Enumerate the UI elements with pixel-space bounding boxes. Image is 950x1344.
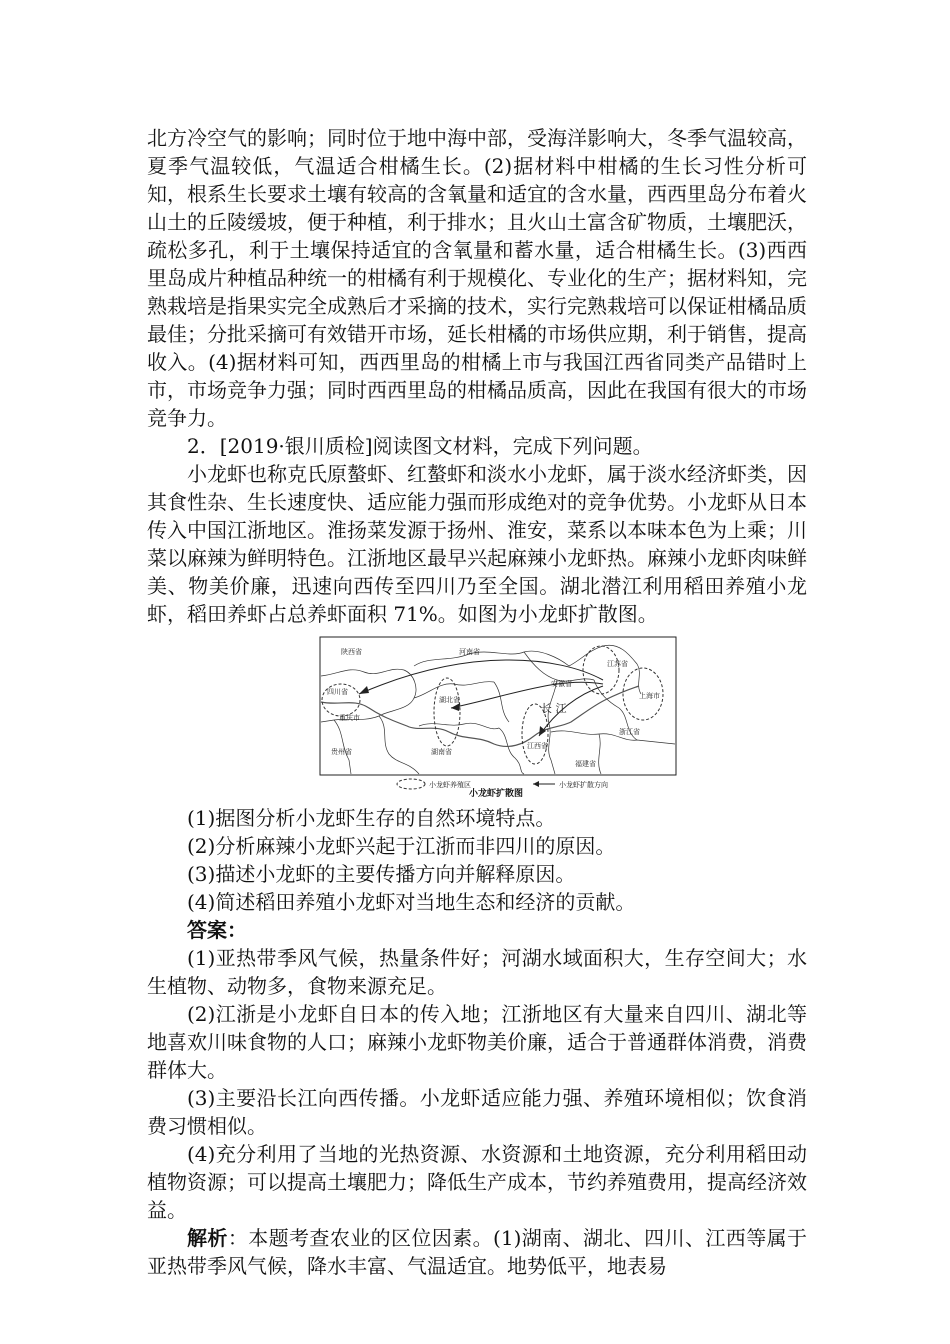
answer-1: (1)亚热带季风气候，热量条件好；河湖水域面积大，生存空间大；水生植物、动物多，食物来源充足。 (147, 946, 807, 998)
label-jiangxi: 江西省 (527, 742, 548, 750)
label-hunan: 湖南省 (431, 748, 452, 756)
legend-area-symbol (397, 779, 425, 789)
question-3: (3)描述小龙虾的主要传播方向并解释原因。 (187, 862, 576, 886)
label-shanghai: 上海市 (639, 692, 660, 700)
crayfish-diffusion-map (319, 636, 677, 798)
analysis-paragraph (147, 1224, 807, 1280)
analysis-text: ：本题考查农业的区位因素。(1)湖南、湖北、四川、江西等属于亚热带季风气候，降水丰富、气温适宜。地势低平，地表易 (147, 1226, 807, 1278)
label-zhejiang: 浙江省 (619, 728, 640, 736)
question-2: (2)分析麻辣小龙虾兴起于江浙而非四川的原因。 (187, 834, 616, 858)
answer-label: 答案： (187, 918, 247, 942)
label-sichuan: 四川省 (327, 688, 348, 696)
question-material: 小龙虾也称克氏原螯虾、红螯虾和淡水小龙虾，属于淡水经济虾类，因其食性杂、生长速度快、适应能力强而形成绝对的竞争优势。小龙虾从日本传入中国江浙地区。淮扬菜发源于扬州、淮安，菜系以本味本色为上乘；川菜以麻辣为鲜明特色。江浙地区最早兴起麻辣小龙虾热。麻辣小龙虾肉味鲜美、物美价廉，迅速向西传至四川乃至全国。湖北潜江利用稻田养殖小龙虾，稻田养虾占总养虾面积 71%。如图为小龙虾扩散图。 (147, 462, 807, 626)
label-changjiang: 长 江 (541, 702, 567, 715)
analysis-label: 解析 (187, 1226, 228, 1250)
legend-arrow-head (533, 781, 539, 787)
label-guizhou: 贵州省 (331, 748, 352, 756)
figure-caption: 小龙虾扩散图 (469, 789, 524, 798)
map-frame (320, 637, 676, 775)
answer-3: (3)主要沿长江向西传播。小龙虾适应能力强、养殖环境相似；饮食消费习惯相似。 (147, 1086, 807, 1138)
label-shaanxi: 陕西省 (341, 648, 362, 656)
answer-2: (2)江浙是小龙虾自日本的传入地；江浙地区有大量来自四川、湖北等地喜欢川味食物的人口；麻辣小龙虾物美价廉，适合于普通群体消费，消费群体大。 (147, 1002, 807, 1082)
label-hubei: 湖北省 (439, 696, 460, 704)
question-1: (1)据图分析小龙虾生存的自然环境特点。 (187, 806, 556, 830)
answer-4: (4)充分利用了当地的光热资源、水资源和土地资源，充分利用稻田动植物资源；可以提高土壤肥力；降低生产成本，节约养殖费用，提高经济效益。 (147, 1142, 807, 1222)
map-svg (319, 636, 677, 798)
legend-arrow-label: 小龙虾扩散方向 (559, 781, 608, 789)
label-chongqing: 重庆市 (339, 714, 360, 722)
previous-analysis-text: 北方冷空气的影响；同时位于地中海中部，受海洋影响大，冬季气温较高，夏季气温较低，气温适合柑橘生长。(2)据材料中柑橘的生长习性分析可知，根系生长要求土壤有较高的含氧量和适宜的含水量，西西里岛分布着火山土的丘陵缓坡，便于种植，利于排水；且火山土富含矿物质，土壤肥沃，疏松多孔，利于土壤保持适宜的含氧量和蓄水量，适合柑橘生长。(3)西西里岛成片种植品种统一的柑橘有利于规模化、专业化的生产；据材料知，完熟栽培是指果实完全成熟后才采摘的技术，实行完熟栽培可以保证柑橘品质最佳；分批采摘可有效错开市场，延长柑橘的市场供应期，利于销售，提高收入。(4)据材料可知，西西里岛的柑橘上市与我国江西省同类产品错时上市，市场竞争力强；同时西西里岛的柑橘品质高，因此在我国有很大的市场竞争力。 (147, 126, 807, 430)
label-jiangsu: 江苏省 (607, 660, 628, 668)
label-henan: 河南省 (459, 648, 480, 656)
question-header: 2．[2019·银川质检]阅读图文材料，完成下列问题。 (187, 434, 653, 458)
label-fujian: 福建省 (575, 760, 596, 768)
label-anhui: 安徽省 (551, 680, 572, 688)
document-page (147, 124, 807, 1280)
legend-area-label: 小龙虾养殖区 (429, 781, 471, 789)
question-4: (4)简述稻田养殖小龙虾对当地生态和经济的贡献。 (187, 890, 636, 914)
